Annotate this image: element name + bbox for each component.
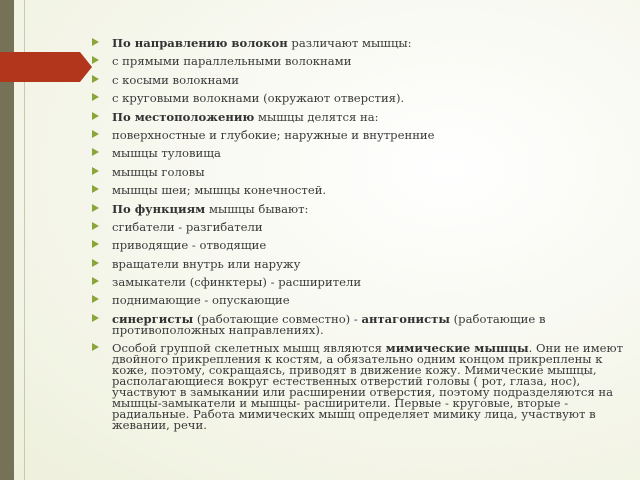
mimic-description-text: . Они не имеют двойного прикрепления к костям, а обязательно одним концом прикреплены к коже, поэтому, сокращаясь, приводят в движение кожу. Мимические мышцы, располагающиеся вокруг естественных отверстий головы ( рот, глаза, нос), участвуют в замыкании или расширении отверстия, поэтому подразделяются на мышцы-замыкатели и мышцы- расширители. Первые - круговые, вторые - радиальные. Работа мимических мышц определяет мимику лица, участвуют в жевании, речи. — [112, 341, 624, 433]
bullet-arrow-icon — [92, 112, 99, 120]
item-text: мышцы туловища — [112, 146, 221, 161]
bullet-arrow-icon — [92, 93, 99, 101]
list-item — [92, 38, 630, 49]
item-text: мышцы шеи; мышцы конечностей. — [112, 183, 327, 198]
synergists-term: синергисты — [112, 311, 194, 326]
item-text: вращатели внутрь или наружу — [112, 256, 301, 271]
list-item — [92, 109, 630, 124]
bullet-arrow-icon — [92, 277, 99, 285]
list-item — [92, 164, 630, 179]
bullet-arrow-icon — [92, 167, 99, 175]
mimic-muscles-term: мимические мышцы — [385, 341, 529, 356]
list-item — [92, 256, 630, 271]
bullet-arrow-icon — [92, 56, 99, 64]
item-text: мышцы делятся на: — [254, 109, 379, 124]
item-text: с косыми волокнами — [112, 72, 240, 87]
list-item-synergists — [92, 311, 630, 337]
list-item — [92, 219, 630, 234]
red-accent-arrow-tip — [80, 52, 92, 82]
list-item — [92, 72, 630, 87]
item-text: сгибатели - разгибатели — [112, 219, 263, 234]
item-text: поднимающие - опускающие — [112, 293, 290, 308]
item-text: с круговыми волокнами (окружают отверстия). — [112, 91, 405, 106]
bullet-arrow-icon — [92, 240, 99, 248]
item-text: поверхностные и глубокие; наружные и внутренние — [112, 127, 435, 142]
bullet-arrow-icon — [92, 295, 99, 303]
item-text: различают мышцы: — [287, 36, 412, 50]
bullet-arrow-icon — [92, 185, 99, 193]
item-bold-text: По направлению волокон — [112, 36, 288, 50]
list-item — [92, 201, 630, 216]
bullet-arrow-icon — [92, 75, 99, 83]
bullet-arrow-icon — [92, 204, 99, 212]
bullet-arrow-icon — [92, 343, 99, 351]
bullet-arrow-icon — [92, 148, 99, 156]
list-item — [92, 185, 630, 196]
item-text: с прямыми параллельными волокнами — [112, 54, 352, 69]
list-item — [92, 127, 630, 142]
item-bold-text: По функциям — [112, 201, 206, 216]
bullet-arrow-icon — [92, 38, 99, 46]
item-text: мышцы бывают: — [205, 201, 309, 216]
item-bold-text: По местоположению — [112, 109, 255, 124]
list-item — [92, 295, 630, 306]
red-accent-bar — [0, 52, 80, 82]
item-text: мышцы головы — [112, 164, 205, 179]
mimic-intro-text: Особой группой скелетных мышц являются — [112, 341, 386, 356]
list-item — [92, 148, 630, 159]
item-text: приводящие - отводящие — [112, 238, 267, 253]
bullet-arrow-icon — [92, 222, 99, 230]
list-item — [92, 240, 630, 251]
list-item — [92, 93, 630, 104]
synergists-text: (работающие совместно) - — [193, 311, 362, 326]
list-item — [92, 277, 630, 288]
bullet-list — [92, 38, 630, 439]
antagonists-text: (работающие в противоположных направлениях). — [112, 311, 546, 337]
item-text: замыкатели (сфинктеры) - расширители — [112, 275, 362, 290]
list-item-mimic-muscles — [92, 343, 630, 431]
list-item — [92, 56, 630, 67]
antagonists-term: антагонисты — [361, 311, 450, 326]
bullet-arrow-icon — [92, 130, 99, 138]
bullet-arrow-icon — [92, 259, 99, 267]
bullet-arrow-icon — [92, 314, 99, 322]
